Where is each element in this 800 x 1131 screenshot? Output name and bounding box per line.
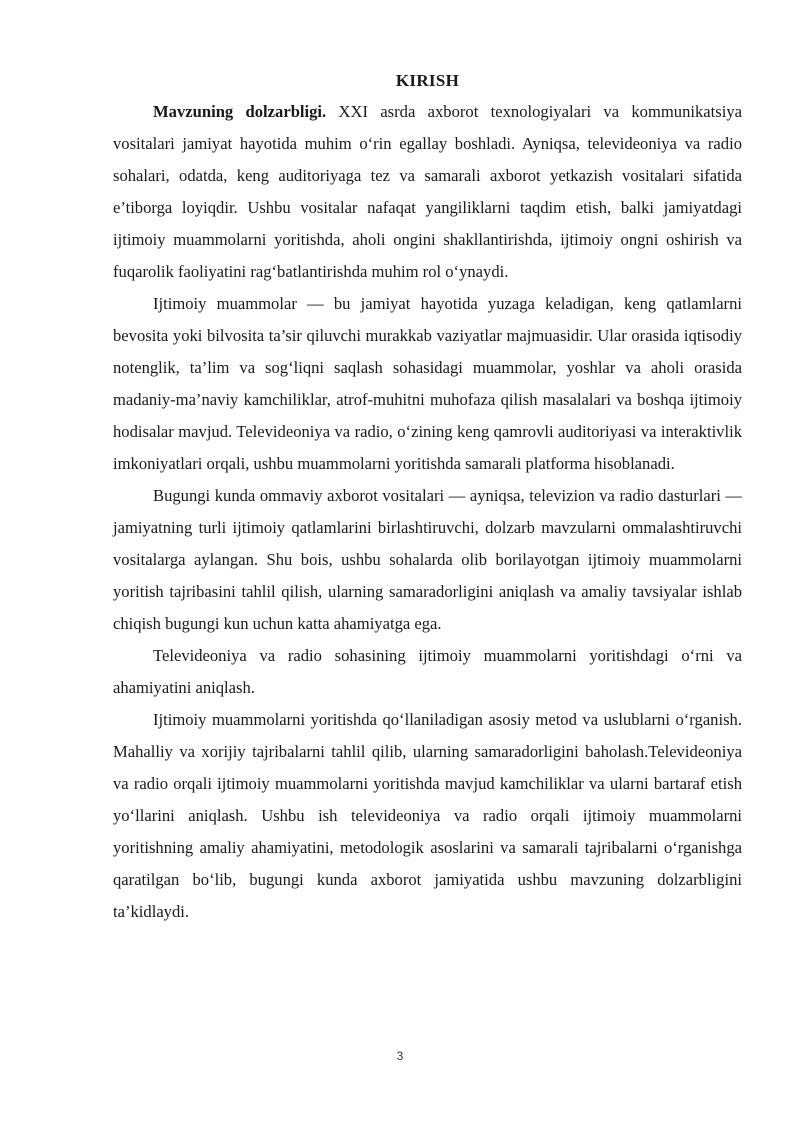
- paragraph-relevance: [113, 96, 742, 288]
- paragraph-text: XXI asrda axborot texnologiyalari va kommunikatsiya vositalari jamiyat hayotida muhim o‘rin egallay boshladi. Ayniqsa, televideoniya va radio sohalari, odatda, keng auditoriyaga tez va samarali axborot yetkazish vositalari sifatida e’tiborga loyiqdir. Ushbu vositalar nafaqat yangiliklarni taqdim etish, balki jamiyatdagi ijtimoiy muammolarni yoritishda, aholi ongini shakllantirishda, ijtimoiy ongni oshirish va fuqarolik faoliyatini rag‘batlantirishda muhim rol o‘ynaydi.: [113, 102, 742, 281]
- paragraph-mass-media: Bugungi kunda ommaviy axborot vositalari — ayniqsa, televizion va radio dasturlari — jamiyatning turli ijtimoiy qatlamlarini birlashtiruvchi, dolzarb mavzularni ommalashtiruvchi vositalarga aylangan. Shu bois, ushbu sohalarda olib borilayotgan ijtimoiy muammolarni yoritish tajribasini tahlil qilish, ularning samaradorligini aniqlash va amaliy tavsiyalar ishlab chiqish bugungi kun uchun katta ahamiyatga ega.: [113, 486, 742, 633]
- document-page: [113, 70, 742, 928]
- paragraph-social-problems: Ijtimoiy muammolar — bu jamiyat hayotida yuzaga keladigan, keng qatlamlarni bevosita yoki bilvosita ta’sir qiluvchi murakkab vaziyatlar majmuasidir. Ular orasida iqtisodiy notenglik, ta’lim va sog‘liqni saqlash sohasidagi muammolar, yoshlar va aholi orasida madaniy-ma’naviy kamchiliklar, atrof-muhitni muhofaza qilish masalalari va boshqa ijtimoiy hodisalar mavjud. Televideoniya va radio, o‘zining keng qamrovli auditoriyasi va interaktivlik imkoniyatlari orqali, ushbu muammolarni yoritishda samarali platforma hisoblanadi.: [113, 294, 742, 473]
- paragraph-goal: Televideoniya va radio sohasining ijtimoiy muammolarni yoritishdagi o‘rni va ahamiyatini aniqlash.: [113, 646, 742, 697]
- paragraph-lead: Mavzuning dolzarbligi.: [153, 102, 327, 121]
- page-title: KIRISH: [395, 71, 460, 90]
- page-number: 3: [396, 1049, 404, 1063]
- paragraph-methods: Ijtimoiy muammolarni yoritishda qo‘llaniladigan asosiy metod va uslublarni o‘rganish. Mahalliy va xorijiy tajribalarni tahlil qilib, ularning samaradorligini baholash.Televideoniya va radio orqali ijtimoiy muammolarni yoritishda mavjud kamchiliklar va ularni bartaraf etish yo‘llarini aniqlash. Ushbu ish televideoniya va radio orqali ijtimoiy muammolarni yoritishning amaliy ahamiyatini, metodologik asoslarini va samarali tajribalarni o‘rganishga qaratilgan bo‘lib, bugungi kunda axborot jamiyatida ushbu mavzuning dolzarbligini ta’kidlaydi.: [113, 710, 742, 921]
